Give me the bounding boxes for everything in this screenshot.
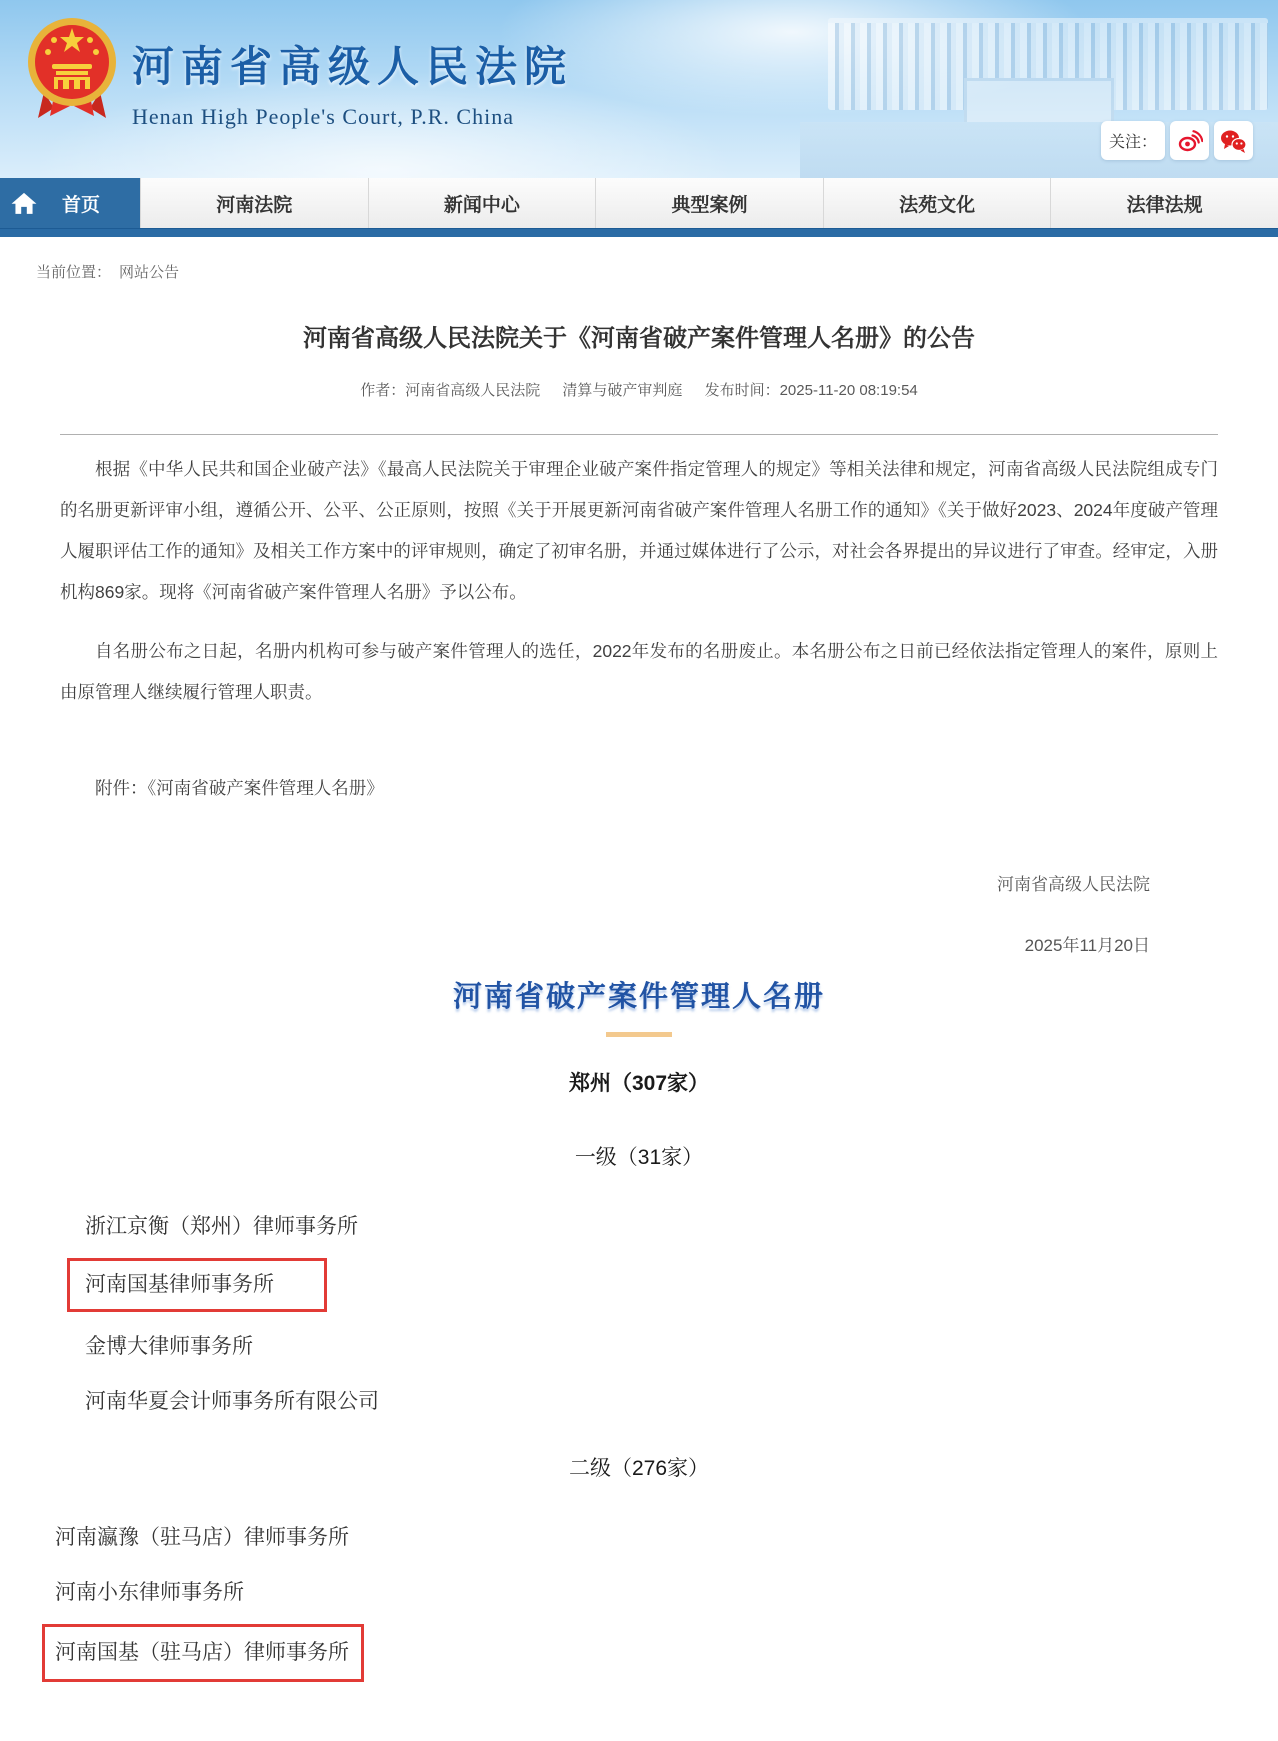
weibo-icon[interactable] (1170, 121, 1209, 160)
tier2-heading: 二级（276家） (568, 1457, 710, 1480)
title-divider (60, 434, 1218, 435)
breadcrumb-current[interactable]: 网站公告 (119, 264, 180, 281)
list-item: 河南瀛豫（驻马店）律师事务所 (55, 1526, 349, 1549)
article-publish-time: 发布时间：2025-11-20 08:19:54 (704, 382, 918, 399)
breadcrumb (36, 261, 1278, 282)
header-banner (0, 0, 1278, 178)
nav-tab-henan-courts[interactable]: 河南法院 (140, 178, 368, 228)
article-department: 清算与破产审判庭 (562, 382, 683, 399)
red-highlight-box: 河南国基律师事务所 (67, 1258, 327, 1312)
nav-tab-law-culture[interactable]: 法苑文化 (823, 178, 1051, 228)
signature-date: 2025年11月20日 (1024, 936, 1150, 955)
nav-home-label: 首页 (62, 194, 101, 216)
list-item-highlighted (55, 1634, 1223, 1674)
national-emblem-icon (24, 14, 120, 122)
roster-title: 河南省破产案件管理人名册 (452, 981, 825, 1013)
red-highlight-box: 河南国基（驻马店）律师事务所 (42, 1624, 364, 1682)
site-subtitle: Henan High People's Court, P.R. China (132, 104, 514, 129)
city-heading-zhengzhou: 郑州（307家） (568, 1072, 710, 1095)
site-identity (132, 34, 573, 130)
home-icon (10, 190, 38, 216)
article-title: 河南省高级人民法院关于《河南省破产案件管理人名册》的公告 (303, 325, 975, 352)
signature-block (60, 870, 1218, 956)
nav-tab-typical-cases[interactable]: 典型案例 (595, 178, 823, 228)
roster-section (0, 974, 1278, 1741)
breadcrumb-label: 当前位置： (36, 264, 112, 281)
main-nav (0, 178, 1278, 228)
site-title: 河南省高级人民法院 (132, 45, 574, 91)
nav-tab-home[interactable] (0, 178, 140, 228)
article-meta (60, 379, 1218, 400)
list-item-highlighted (85, 1268, 1223, 1306)
nav-tab-laws-regulations[interactable]: 法律法规 (1050, 178, 1278, 228)
tier2-firm-list (55, 1524, 1223, 1674)
tier1-heading: 一级（31家） (574, 1146, 704, 1169)
announcement-article (0, 318, 1278, 956)
article-author: 作者：河南省高级人民法院 (360, 382, 541, 399)
roster-title-underline (606, 1032, 672, 1037)
nav-underline (0, 228, 1278, 237)
list-item: 河南小东律师事务所 (55, 1581, 244, 1604)
follow-label: 关注： (1101, 121, 1165, 160)
list-item: 河南华夏会计师事务所有限公司 (85, 1390, 379, 1413)
attachment-line: 附件：《河南省破产案件管理人名册》 (95, 778, 384, 798)
list-item: 金博大律师事务所 (85, 1335, 253, 1358)
signature-org: 河南省高级人民法院 (997, 875, 1150, 894)
article-paragraph: 根据《中华人民共和国企业破产法》《最高人民法院关于审理企业破产案件指定管理人的规定》等相关法律和规定，河南省高级人民法院组成专门的名册更新评审小组，遵循公开、公平、公正原则，按照《关于开展更新河南省破产案件管理人名册工作的通知》《关于做好2023、2024年度破产管理人履职评估工作的通知》及相关工作方案中的评审规则，确定了初审名册，并通过媒体进行了公示，对社会各界提出的异议进行了审查。经审定，入册机构869家。现将《河南省破产案件管理人名册》予以公布。 (60, 459, 1218, 602)
wechat-icon[interactable] (1214, 121, 1253, 160)
article-paragraph: 自名册公布之日起，名册内机构可参与破产案件管理人的选任，2022年发布的名册废止。本名册公布之日前已经依法指定管理人的案件，原则上由原管理人继续履行管理人职责。 (60, 641, 1218, 702)
list-item: 浙江京衡（郑州）律师事务所 (85, 1215, 358, 1238)
nav-tab-news-center[interactable]: 新闻中心 (368, 178, 596, 228)
tier1-firm-list (85, 1213, 1223, 1416)
social-follow (1101, 121, 1253, 160)
